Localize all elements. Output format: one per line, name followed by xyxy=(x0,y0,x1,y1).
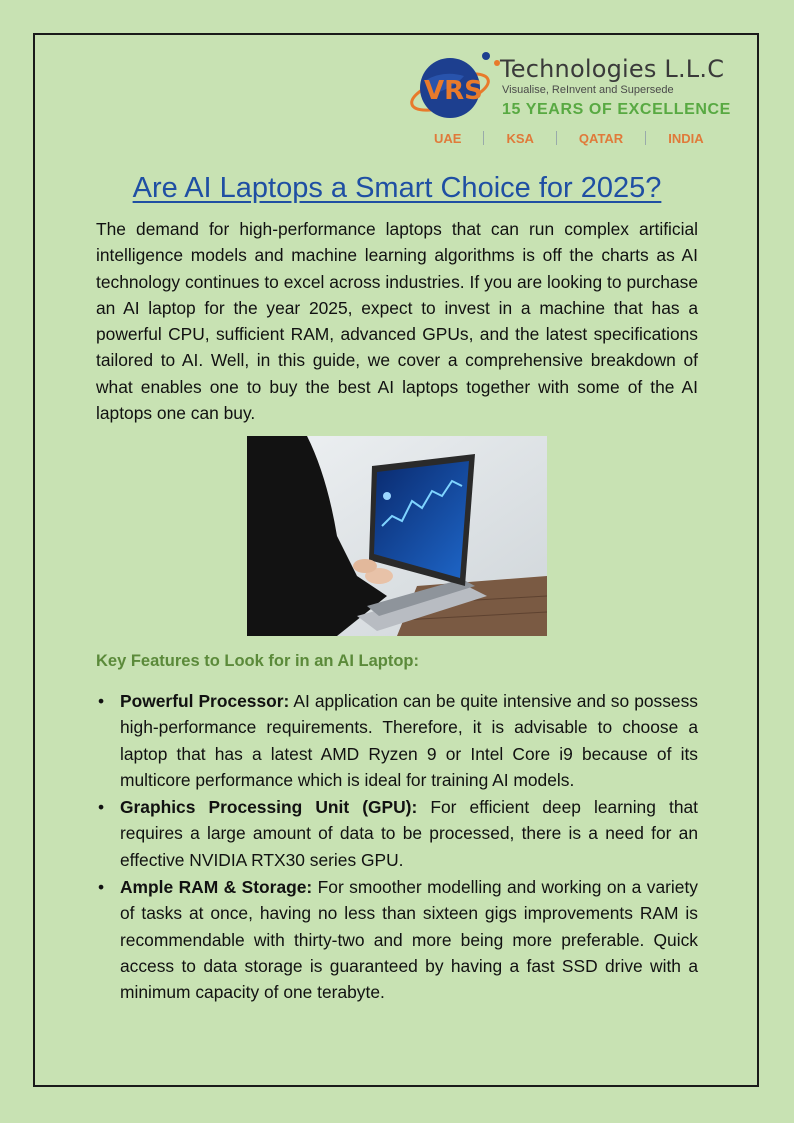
region-divider xyxy=(556,131,557,145)
region-list xyxy=(434,129,724,147)
feature-item xyxy=(96,874,698,1005)
bullet-icon: • xyxy=(98,797,105,818)
region-ksa: KSA xyxy=(506,130,534,146)
vrs-logo-icon xyxy=(404,50,504,130)
region-divider xyxy=(645,131,646,145)
region-divider xyxy=(483,131,484,145)
page-title: Are AI Laptops a Smart Choice for 2025? xyxy=(132,172,662,204)
region-qatar: QATAR xyxy=(578,130,624,146)
feature-list xyxy=(96,688,698,1007)
brand-tagline: Visualise, ReInvent and Supersede xyxy=(502,84,674,96)
feature-text: For smoother modelling and working on a variety of tasks at once, having no less than sixteen gigs improvements RAM is recommendable with thirty-two and more being more preferable. Quick access to data storage is guaranteed by having a fast SSD drive with a minimum capacity of one terabyte. xyxy=(120,877,698,1003)
laptop-photo xyxy=(247,436,547,636)
brand-name: Technologies L.L.C xyxy=(500,55,725,83)
feature-text: AI application can be quite intensive and so possess high-performance requirements. Therefore, it is advisable to choose a laptop that has a latest AMD Ryzen 9 or Intel Core i9 because of its multicore performance which is ideal for training AI models. xyxy=(120,691,698,790)
region-india: INDIA xyxy=(668,130,704,146)
feature-label: Powerful Processor: xyxy=(120,691,290,711)
brand-years: 15 YEARS OF EXCELLENCE xyxy=(502,101,731,118)
section-heading: Key Features to Look for in an AI Laptop: xyxy=(96,652,419,670)
feature-item xyxy=(96,688,698,793)
feature-label: Ample RAM & Storage: xyxy=(120,877,313,898)
feature-text: For efficient deep learning that requires a large amount of data to be processed, there is a need for an effective NVIDIA RTX30 series GPU. xyxy=(120,797,698,870)
bullet-icon: • xyxy=(98,877,105,898)
logo-mark-text: VRS xyxy=(424,76,483,106)
region-uae: UAE xyxy=(434,130,462,146)
feature-label: Graphics Processing Unit (GPU): xyxy=(120,797,418,818)
bullet-icon: • xyxy=(98,691,105,711)
feature-item xyxy=(96,794,698,873)
intro-paragraph: The demand for high-performance laptops that can run complex artificial intelligence models and machine learning algorithms is off the charts as AI technology continues to excel across industries. If you are looking to purchase an AI laptop for the year 2025, expect to invest in a machine that has a powerful CPU, sufficient RAM, advanced GPUs, and the latest specifications tailored to AI. Well, in this guide, we cover a comprehensive breakdown of what enables one to buy the best AI laptops together with some of the AI laptops one can buy. xyxy=(96,219,698,424)
